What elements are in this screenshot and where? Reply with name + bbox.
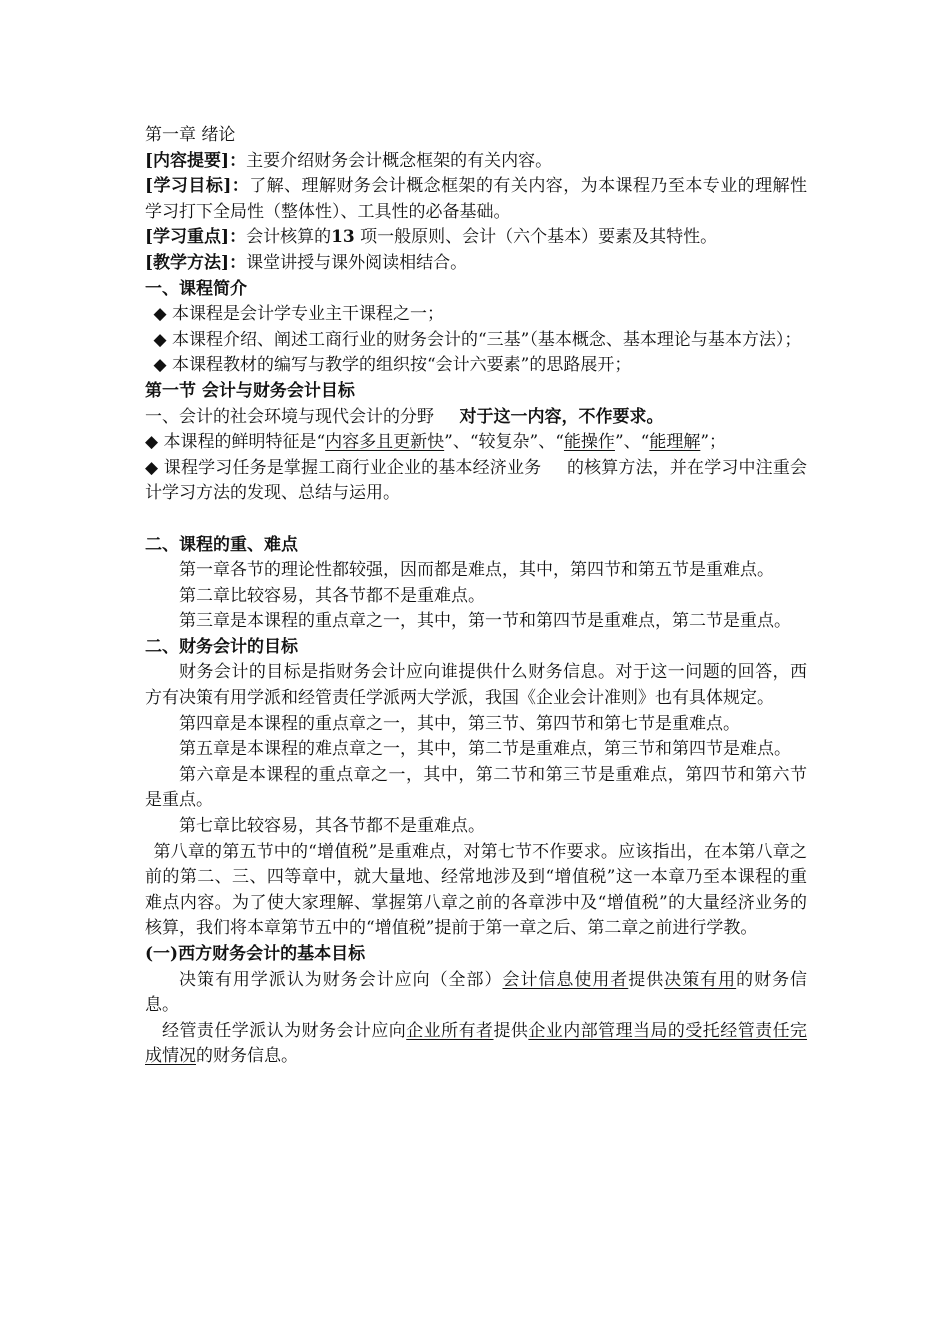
decision-usefulness-paragraph: [145, 968, 807, 1019]
objective-label: [学习目标]：: [145, 176, 250, 197]
section-heading-accounting-goals: 第一节 会计与财务会计目标: [145, 380, 355, 401]
blank-line: [145, 507, 807, 533]
section-heading-difficulties: 二、课程的重、难点: [145, 534, 298, 555]
paragraph: 第四章是本课程的重点章之一，其中，第三节、第四节和第七节是重难点。: [179, 713, 740, 734]
keypoints-label: [学习重点]：: [145, 227, 247, 248]
task-text-b: 的核算方法，并在学习中注重会计学习方法的发现、总结与运用。: [145, 457, 807, 504]
p1-text-b: 提供: [628, 969, 665, 990]
bullet-item: ◆ 本课程介绍、阐述工商行业的财务会计的“三基”（基本概念、基本理论与基本方法）；: [153, 329, 802, 350]
subsection-heading-western-goals: (一)西方财务会计的基本目标: [145, 944, 366, 964]
method-text: 课堂讲授与课外阅读相结合。: [246, 252, 468, 273]
feature-mid-1: ”、“较复杂”、“: [444, 432, 564, 453]
paragraph: 第二章比较容易，其各节都不是重难点。: [179, 585, 485, 606]
task-text-a: ◆ 课程学习任务是掌握工商行业企业的基本经济业务: [145, 457, 542, 478]
document-page: [145, 123, 807, 1070]
paragraph-vat: 第八章的第五节中的“增值税”是重难点，对第七节不作要求。应该指出，在本第八章之前的第二、三、四等章中，就大量地、经常地涉及到“增值税”这一本章乃至本课程的重难点内容。为了使大家理解、掌握第八章之前的各章涉中及“增值税”的大量经济业务的核算，我们将本章第节五中的“增值税”提前于第一章之后、第二章之前进行学教。: [145, 841, 807, 939]
environment-text: 一、会计的社会环境与现代会计的分野: [145, 406, 434, 427]
p1-underline-1: 会计信息使用者: [502, 969, 629, 990]
bullet-item: ◆ 本课程教材的编写与教学的组织按“会计六要素”的思路展开；: [153, 355, 632, 376]
method-label: [教学方法]：: [145, 252, 247, 273]
paragraph: 第五章是本课程的难点章之一，其中，第二节是重难点，第三节和第四节是难点。: [179, 739, 791, 760]
course-task: [145, 456, 807, 507]
paragraph: 财务会计的目标是指财务会计应向谁提供什么财务信息。对于这一问题的回答，西方有决策有用学派和经管责任学派两大学派，我国《企业会计准则》也有具体规定。: [145, 662, 807, 709]
learning-objective: [145, 174, 807, 225]
keypoints-number: 13: [331, 227, 355, 248]
feature-underline-1: 内容多且更新快: [325, 432, 445, 453]
environment-line: [145, 405, 807, 431]
p1-underline-2: 决策有用: [664, 969, 737, 990]
p2-underline-1: 企业所有者: [406, 1020, 494, 1041]
teaching-method: [145, 251, 807, 277]
content-summary: [145, 149, 807, 175]
stewardship-paragraph: [145, 1019, 807, 1070]
feature-mid-2: ”、“: [614, 432, 650, 453]
chapter-title: 第一章 绪论: [145, 125, 236, 145]
feature-prefix: ◆ 本课程的鲜明特征是“: [145, 432, 326, 453]
p2-text-c: 的财务信息。: [196, 1046, 298, 1067]
feature-underline-2: 能操作: [563, 432, 615, 453]
learning-keypoints: [145, 225, 807, 251]
environment-note: 对于这一内容，不作要求。: [459, 406, 664, 427]
objective-text: 了解、理解财务会计概念框架的有关内容，为本课程乃至本专业的理解性学习打下全局性（整体性）、工具性的必备基础。: [145, 176, 807, 222]
p2-text-a: 经管责任学派认为财务会计应向: [162, 1020, 407, 1041]
p1-text-c: 的财务信息。: [145, 969, 808, 1016]
section-heading-financial-goals: 二、财务会计的目标: [145, 636, 298, 657]
section-heading-course-intro: 一、课程简介: [145, 278, 247, 299]
keypoints-text-a: 会计核算的: [246, 227, 332, 248]
summary-label: [内容提要]：: [145, 150, 247, 171]
feature-suffix: ”；: [700, 432, 727, 453]
paragraph: 第七章比较容易，其各节都不是重难点。: [179, 816, 485, 837]
keypoints-text-b: 项一般原则、会计（六个基本）要素及其特性。: [360, 227, 718, 248]
p1-text-a: 决策有用学派认为财务会计应向（全部）: [179, 969, 503, 990]
p2-text-b: 提供: [493, 1020, 529, 1041]
paragraph: 第三章是本课程的重点章之一，其中，第一节和第四节是重难点，第二节是重点。: [179, 611, 791, 632]
paragraph: 第六章是本课程的重点章之一，其中，第二节和第三节是重难点，第四节和第六节是重点。: [145, 764, 807, 811]
paragraph: 第一章各节的理论性都较强，因而都是难点，其中，第四节和第五节是重难点。: [179, 560, 774, 581]
feature-underline-3: 能理解: [649, 432, 701, 453]
bullet-item: ◆ 本课程是会计学专业主干课程之一；: [153, 304, 444, 325]
course-feature: [145, 430, 807, 456]
p2-underline-2: 企业内部管理当局的受托经管责任完成情况: [145, 1020, 808, 1067]
summary-text: 主要介绍财务会计概念框架的有关内容。: [246, 150, 553, 171]
